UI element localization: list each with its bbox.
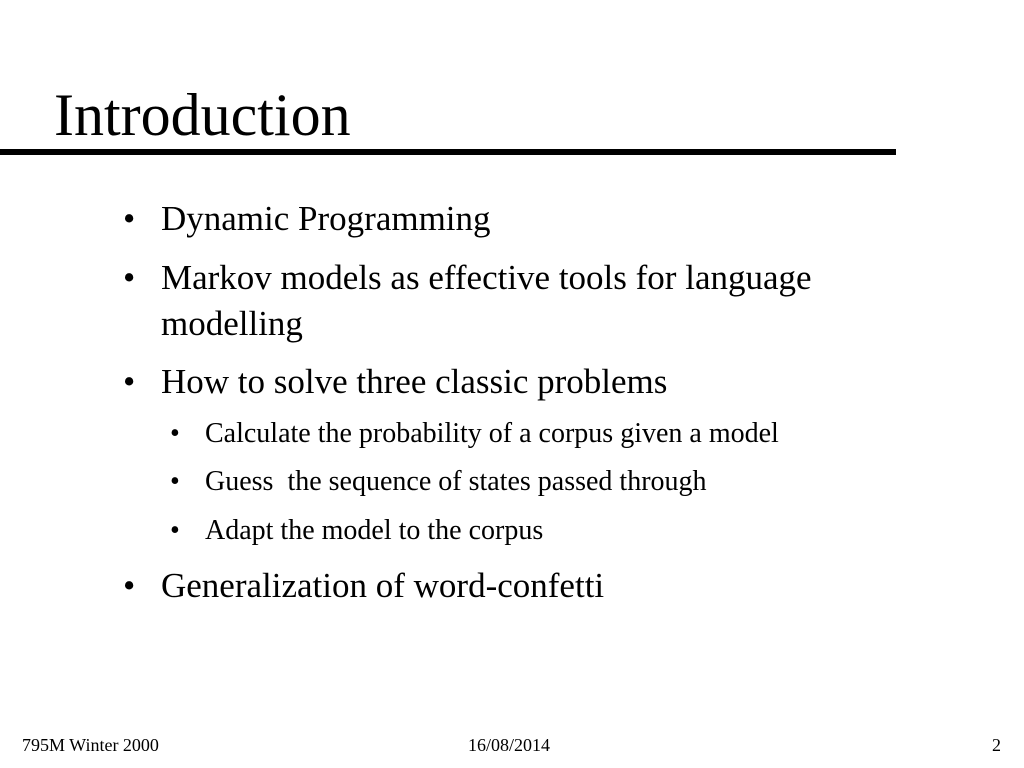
slide-title: Introduction xyxy=(54,82,351,148)
sub-bullet-marker: • xyxy=(170,466,180,497)
bullet-marker: • xyxy=(123,199,136,238)
bullet-marker: • xyxy=(123,258,136,297)
sub-bullet-text: Adapt the model to the corpus xyxy=(205,515,544,546)
slide-number: 2 xyxy=(992,735,1001,755)
sub-bullet-marker: • xyxy=(170,515,180,546)
bullet-marker: • xyxy=(123,362,136,401)
bullet-marker: • xyxy=(123,566,136,605)
bullet-text: modelling xyxy=(161,304,303,343)
sub-bullet-marker: • xyxy=(170,418,180,449)
sub-bullet-text: Calculate the probability of a corpus given a model xyxy=(205,418,779,449)
bullet-text: Generalization of word-confetti xyxy=(161,566,605,605)
sub-bullet-text: Guess the sequence of states passed through xyxy=(205,466,707,497)
footer-date: 16/08/2014 xyxy=(468,735,551,755)
footer-course: 795M Winter 2000 xyxy=(22,735,159,755)
bullet-text: Dynamic Programming xyxy=(161,199,491,238)
bullet-text: How to solve three classic problems xyxy=(161,362,668,401)
bullet-text: Markov models as effective tools for language xyxy=(161,258,812,297)
